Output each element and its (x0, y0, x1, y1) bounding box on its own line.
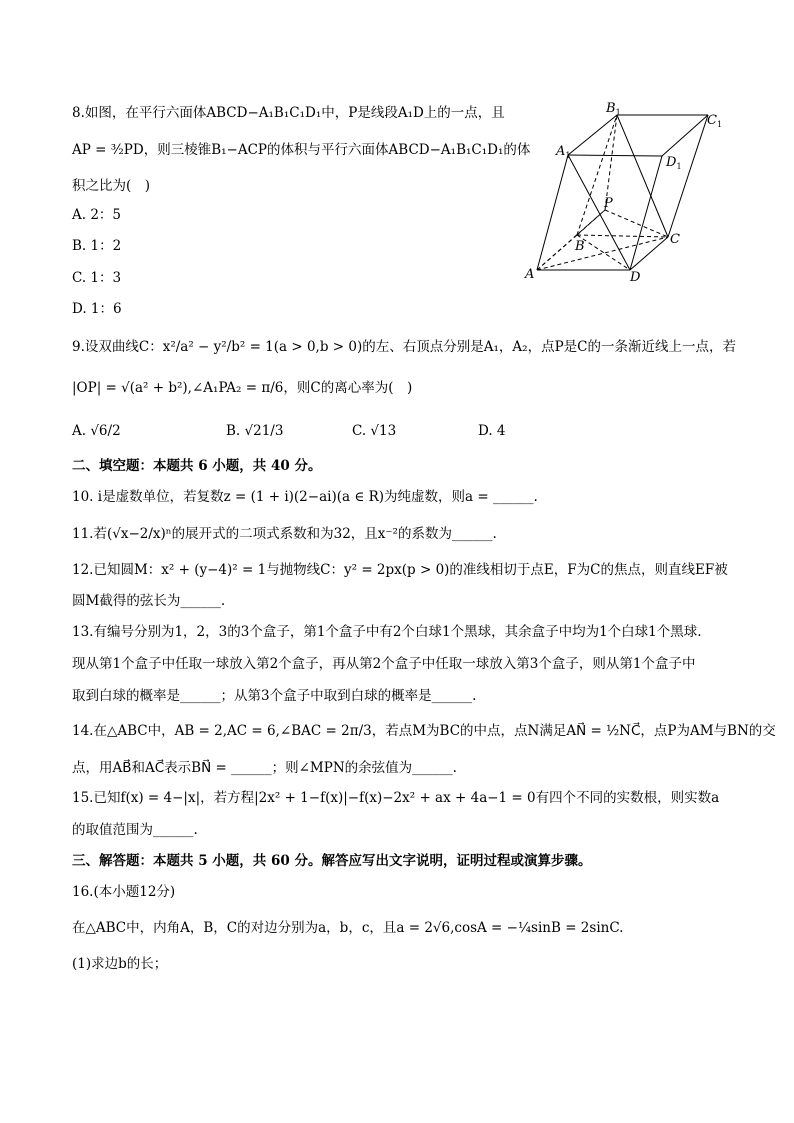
q12-line1: 12.已知圆M：x² + (y−4)² = 1与抛物线C：y² = 2px(p > 0)的准线相切于点E，F为C的焦点，则直线EF被 (72, 562, 728, 578)
q8-option-d: D. 1：6 (72, 301, 122, 317)
label-B1: $B_1$ (606, 101, 621, 117)
q9-option-d: D. 4 (478, 423, 506, 439)
q8-option-b: B. 1：2 (72, 238, 122, 254)
q15-line1: 15.已知f(x) = 4−|x|，若方程|2x² + 1−f(x)|−f(x)−2x² + ax + 4a−1 = 0有四个不同的实数根，则实数a (72, 790, 720, 806)
q13-line3: 取到白球的概率是______；从第3个盒子中取到白球的概率是______. (72, 688, 477, 704)
edge-BC (577, 235, 668, 237)
label-D: D (630, 270, 641, 285)
q15-line2: 的取值范围为______. (72, 822, 198, 838)
label-C: C (670, 232, 680, 247)
q9-option-a: A. √6/2 (72, 423, 121, 439)
q13-line2: 现从第1个盒子中任取一球放入第2个盒子，再从第2个盒子中任取一球放入第3个盒子，则从第1个盒子中 (72, 656, 696, 672)
q10: 10. i是虚数单位，若复数z = (1 + i)(2−ai)(a ∈ R)为纯虚数，则a = ______. (72, 489, 538, 505)
q9-line1: 9.设双曲线C：x²/a² − y²/b² = 1(a > 0,b > 0)的左、右顶点分别是A₁，A₂，点P是C的一条渐近线上一点，若 (72, 339, 736, 355)
edge-DD1 (630, 156, 662, 270)
q16-stem: 在△ABC中，内角A，B，C的对边分别为a，b，c，且a = 2√6,cosA = −¼sinB = 2sinC. (72, 920, 624, 936)
q8-line2: AP = ³⁄₂PD，则三棱锥B₁−ACP的体积与平行六面体ABCD−A₁B₁C₁D₁的体 (72, 142, 531, 158)
edge-AA1 (537, 155, 568, 270)
q8-option-a: A. 2：5 (72, 207, 122, 223)
label-C1: $C_1$ (707, 113, 723, 129)
label-P: P (604, 196, 613, 211)
q11: 11.若(√x−2/x)ⁿ的展开式的二项式系数和为32，且x⁻²的系数为______. (72, 526, 497, 542)
q14-line2: 点，用AB⃗和AC⃗表示BN⃗ = ______；则∠MPN的余弦值为______. (72, 760, 457, 776)
parallelepiped-figure (520, 100, 725, 290)
edge-A1D1 (568, 155, 662, 156)
q16-title: 16.(本小题12分) (72, 884, 176, 900)
q9-option-b: B. √21/3 (226, 423, 284, 439)
q14-line1: 14.在△ABC中，AB = 2,AC = 6,∠BAC = 2π/3，若点M为BC的中点，点N满足AN⃗ = ½NC⃗，点P为AM与BN的交 (72, 723, 776, 739)
q9-line2: |OP| = √(a² + b²),∠A₁PA₂ = π/6，则C的离心率为( ) (72, 380, 413, 396)
label-A: A (525, 267, 535, 282)
edge-A1B1 (568, 115, 617, 155)
label-A1: $A_1$ (556, 144, 571, 160)
seg-BD (577, 235, 630, 270)
label-B: B (575, 239, 585, 254)
q9-option-c: C. √13 (352, 423, 397, 439)
label-D1: $D_1$ (666, 155, 682, 171)
section2-heading: 二、填空题：本题共 6 小题，共 40 分。 (72, 458, 322, 474)
q8-option-c: C. 1：3 (72, 270, 122, 286)
q8-line3: 积之比为( ) (72, 178, 151, 194)
q12-line2: 圆M截得的弦长为______. (72, 593, 226, 609)
q13-line1: 13.有编号分别为1，2，3的3个盒子，第1个盒子中有2个白球1个黑球，其余盒子中均为1个白球1个黑球. (72, 624, 702, 640)
q8-line1: 8.如图，在平行六面体ABCD−A₁B₁C₁D₁中，P是线段A₁D上的一点，且 (72, 105, 505, 121)
section3-heading: 三、解答题：本题共 5 小题，共 60 分。解答应写出文字说明，证明过程或演算步骤。 (72, 853, 592, 869)
q16-part1: (1)求边b的长； (72, 956, 168, 972)
